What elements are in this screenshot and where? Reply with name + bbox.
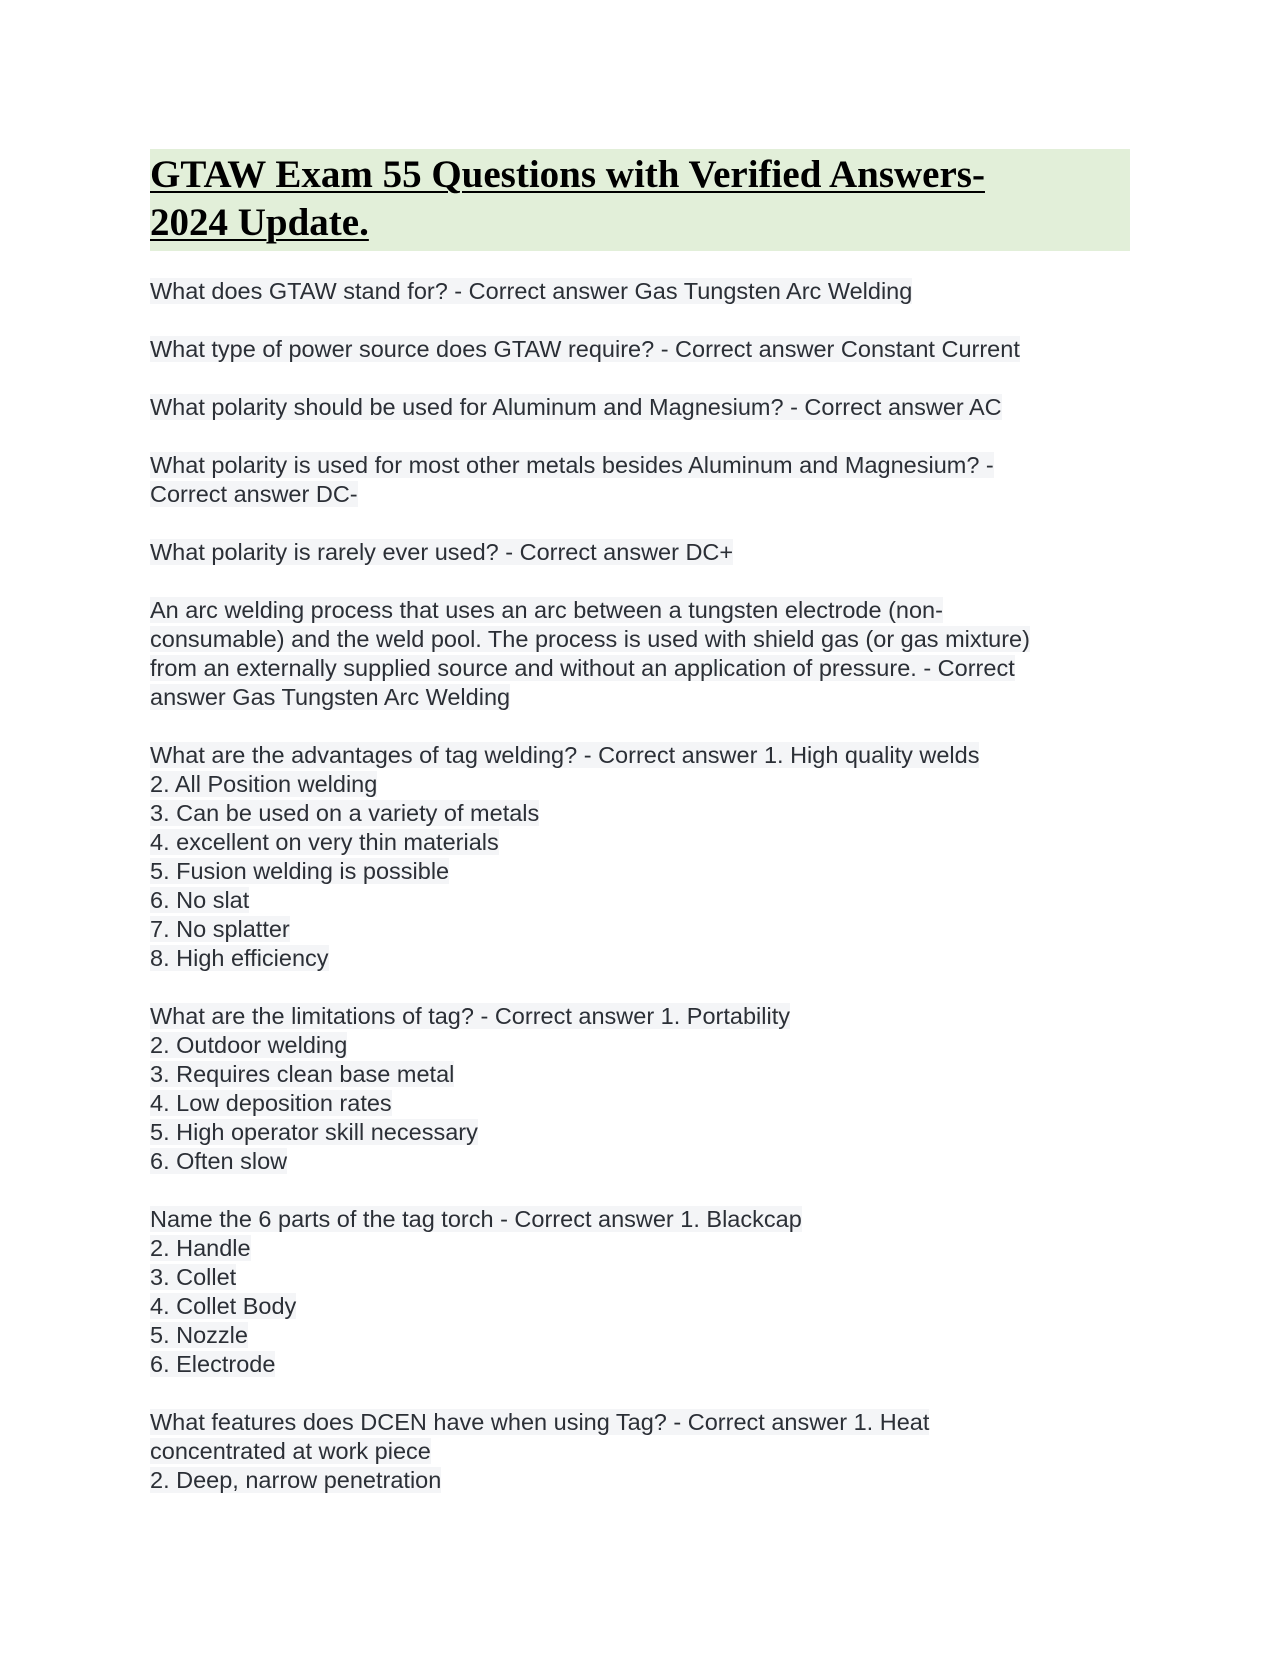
- qa-item: [150, 451, 1130, 509]
- qa-line: 3. Requires clean base metal: [150, 1061, 455, 1087]
- qa-item: [150, 1205, 1130, 1379]
- title-banner: [150, 149, 1130, 251]
- qa-line: What polarity is rarely ever used? - Correct answer DC+: [150, 539, 734, 565]
- qa-line: Correct answer DC-: [150, 481, 358, 507]
- qa-line: 3. Collet: [150, 1264, 237, 1290]
- qa-line: from an externally supplied source and without an application of pressure. - Correct: [150, 655, 1015, 681]
- qa-line: What polarity is used for most other metals besides Aluminum and Magnesium? -: [150, 452, 994, 478]
- qa-item: [150, 1002, 1130, 1176]
- qa-line: 6. Often slow: [150, 1148, 288, 1174]
- qa-line: 2. All Position welding: [150, 771, 378, 797]
- qa-line: 6. Electrode: [150, 1351, 276, 1377]
- qa-line: 6. No slat: [150, 887, 250, 913]
- qa-line: What are the advantages of tag welding? - Correct answer 1. High quality welds: [150, 742, 980, 768]
- qa-line: What are the limitations of tag? - Correct answer 1. Portability: [150, 1003, 790, 1029]
- qa-line: Name the 6 parts of the tag torch - Correct answer 1. Blackcap: [150, 1206, 802, 1232]
- qa-line: What polarity should be used for Aluminum and Magnesium? - Correct answer AC: [150, 394, 1002, 420]
- qa-line: 2. Outdoor welding: [150, 1032, 348, 1058]
- qa-line: 5. Nozzle: [150, 1322, 248, 1348]
- qa-line: answer Gas Tungsten Arc Welding: [150, 684, 511, 710]
- title-line-2: 2024 Update.: [150, 201, 369, 244]
- qa-item: [150, 538, 1130, 567]
- qa-line: What does GTAW stand for? - Correct answer Gas Tungsten Arc Welding: [150, 278, 913, 304]
- document-title: [150, 151, 1130, 247]
- qa-line: 4. Low deposition rates: [150, 1090, 392, 1116]
- qa-line: 2. Handle: [150, 1235, 251, 1261]
- qa-item: [150, 393, 1130, 422]
- qa-line: 2. Deep, narrow penetration: [150, 1467, 442, 1493]
- qa-line: 5. Fusion welding is possible: [150, 858, 450, 884]
- qa-item: [150, 277, 1130, 306]
- qa-item: [150, 1408, 1130, 1495]
- qa-line: An arc welding process that uses an arc between a tungsten electrode (non-: [150, 597, 943, 623]
- qa-item: [150, 741, 1130, 973]
- qa-line: 5. High operator skill necessary: [150, 1119, 478, 1145]
- document-page: [150, 149, 1130, 1524]
- qa-line: 3. Can be used on a variety of metals: [150, 800, 540, 826]
- qa-line: 8. High efficiency: [150, 945, 329, 971]
- qa-line: What features does DCEN have when using Tag? - Correct answer 1. Heat: [150, 1409, 930, 1435]
- qa-item: [150, 335, 1130, 364]
- qa-line: What type of power source does GTAW require? - Correct answer Constant Current: [150, 336, 1020, 362]
- qa-item: [150, 596, 1130, 712]
- qa-line: 4. Collet Body: [150, 1293, 297, 1319]
- qa-list: [150, 277, 1130, 1495]
- qa-line: 4. excellent on very thin materials: [150, 829, 499, 855]
- qa-line: concentrated at work piece: [150, 1438, 431, 1464]
- title-line-1: GTAW Exam 55 Questions with Verified Answers-: [150, 153, 985, 196]
- qa-line: consumable) and the weld pool. The process is used with shield gas (or gas mixture): [150, 626, 1030, 652]
- qa-line: 7. No splatter: [150, 916, 290, 942]
